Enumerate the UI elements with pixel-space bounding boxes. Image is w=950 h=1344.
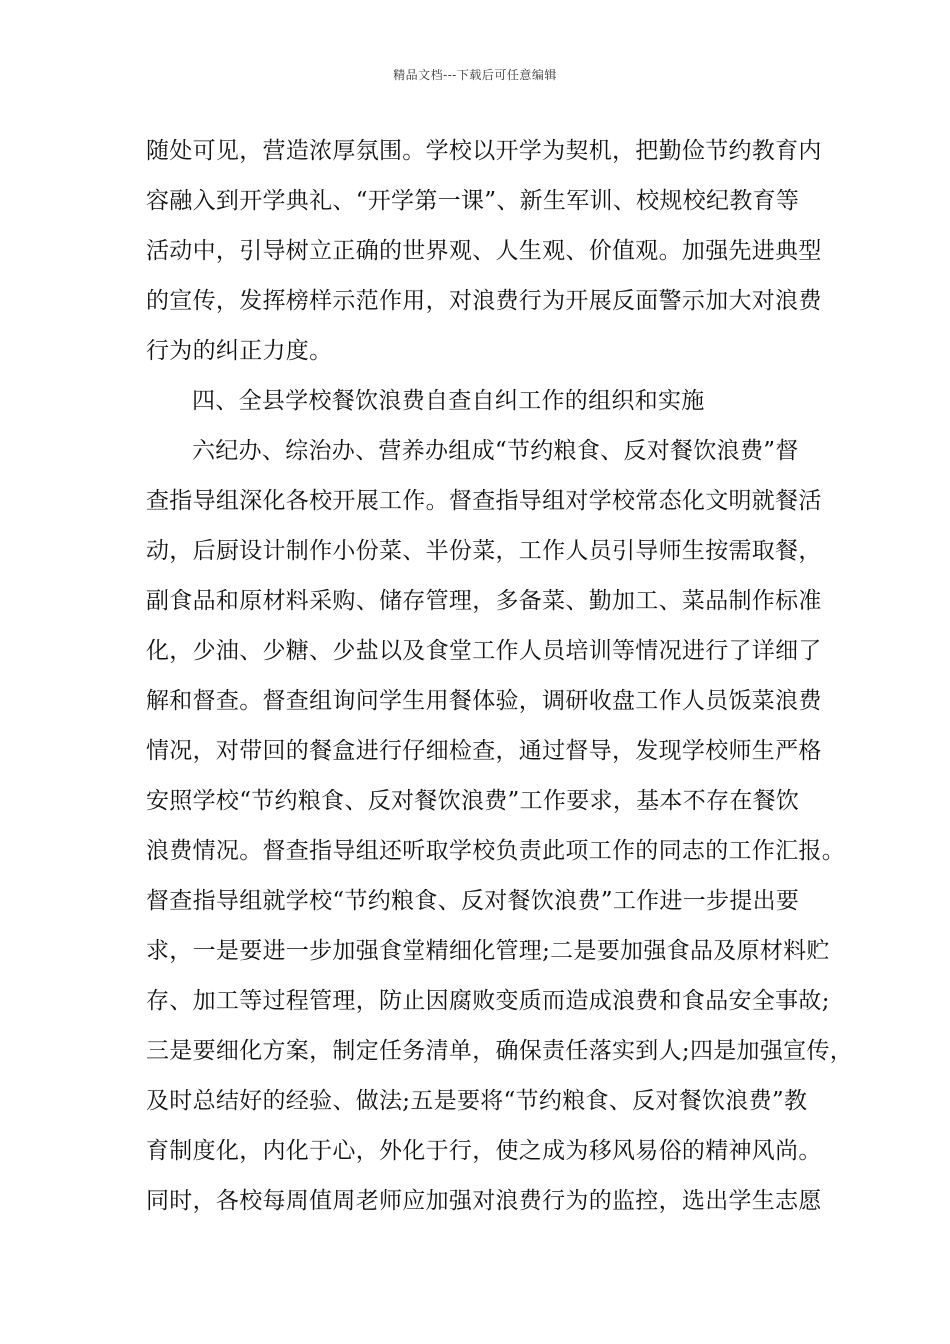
body-line: 活动中，引导树立正确的世界观、人生观、价值观。加强先进典型	[146, 238, 822, 264]
body-line: 查指导组深化各校开展工作。督查指导组对学校常态化文明就餐活	[146, 488, 822, 514]
body-line: 三是要细化方案，制定任务清单，确保责任落实到人;四是加强宣传，	[146, 1038, 854, 1064]
body-line: 动，后厨设计制作小份菜、半份菜，工作人员引导师生按需取餐，	[146, 538, 822, 564]
body-line: 随处可见，营造浓厚氛围。学校以开学为契机，把勤俭节约教育内	[146, 138, 822, 164]
page-header: 精品文档---下载后可任意编辑	[393, 68, 557, 82]
body-line: 六纪办、综治办、营养办组成“节约粮食、反对餐饮浪费”督	[192, 438, 799, 464]
body-line: 浪费情况。督查指导组还听取学校负责此项工作的同志的工作汇报。	[146, 838, 845, 864]
body-line: 安照学校“节约粮食、反对餐饮浪费”工作要求，基本不存在餐饮	[146, 788, 800, 814]
body-line: 情况，对带回的餐盒进行仔细检查，通过督导，发现学校师生严格	[146, 738, 822, 764]
body-line: 同时，各校每周值周老师应加强对浪费行为的监控，选出学生志愿	[146, 1188, 822, 1214]
body-line: 及时总结好的经验、做法;五是要将“节约粮食、反对餐饮浪费”教	[146, 1088, 808, 1114]
body-line: 存、加工等过程管理，防止因腐败变质而造成浪费和食品安全事故;	[146, 988, 830, 1014]
body-line: 化，少油、少糖、少盐以及食堂工作人员培训等情况进行了详细了	[146, 638, 822, 664]
body-line: 行为的纠正力度。	[146, 338, 333, 364]
body-line: 解和督查。督查组询问学生用餐体验，调研收盘工作人员饭菜浪费	[146, 688, 822, 714]
body-line: 育制度化，内化于心，外化于行，使之成为移风易俗的精神风尚。	[146, 1138, 822, 1164]
body-line: 容融入到开学典礼、“开学第一课”、新生军训、校规校纪教育等	[146, 188, 800, 214]
body-line: 求，一是要进一步加强食堂精细化管理;二是要加强食品及原材料贮	[146, 938, 830, 964]
body-line: 的宣传，发挥榜样示范作用，对浪费行为开展反面警示加大对浪费	[146, 288, 822, 314]
body-line: 副食品和原材料采购、储存管理，多备菜、勤加工、菜品制作标准	[146, 588, 822, 614]
section-heading: 四、全县学校餐饮浪费自查自纠工作的组织和实施	[192, 388, 705, 414]
body-line: 督查指导组就学校“节约粮食、反对餐饮浪费”工作进一步提出要	[146, 888, 800, 914]
